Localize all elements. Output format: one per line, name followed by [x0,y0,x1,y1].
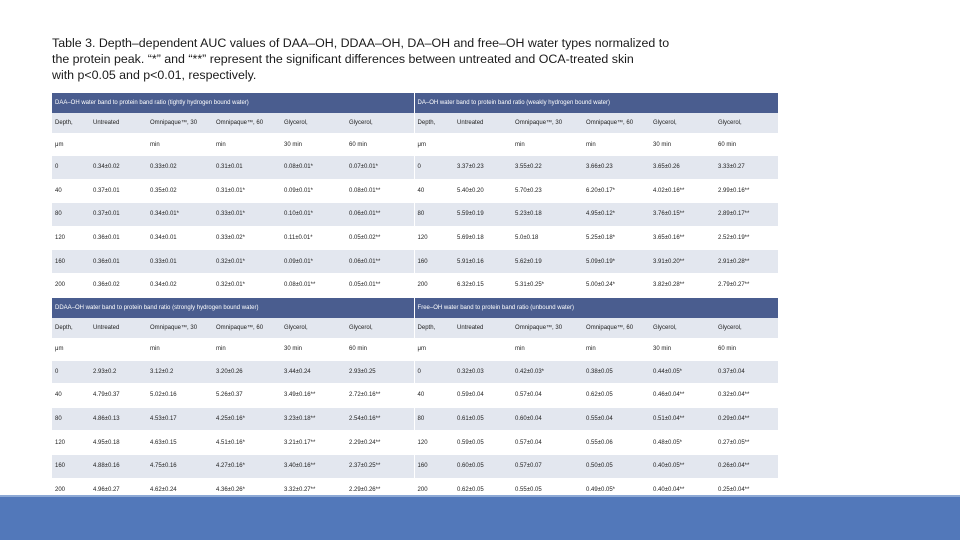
value-cell: 5.69±0.18 [454,226,512,250]
auc-table [52,93,778,502]
depth-cell: 200 [414,273,454,297]
value-cell: 4.62±0.24 [147,478,213,502]
column-header-cell: 30 min [650,338,715,360]
column-header-cell: Glycerol, [346,318,414,339]
value-cell: 6.20±0.17* [583,179,650,203]
column-header-cell: μm [52,338,90,360]
value-cell: 4.02±0.16** [650,179,715,203]
value-cell: 0.36±0.01 [90,250,147,274]
column-header-cell: min [512,134,583,156]
value-cell: 0.33±0.02* [213,226,281,250]
table-row [52,407,778,431]
value-cell: 3.40±0.16** [281,454,346,478]
column-header-cell: 60 min [346,338,414,360]
depth-cell: 0 [414,360,454,384]
value-cell: 4.25±0.16* [213,407,281,431]
value-cell: 0.32±0.04** [715,384,778,408]
column-header-row [52,338,778,360]
column-header-cell: 30 min [281,338,346,360]
value-cell: 0.34±0.02 [147,273,213,297]
value-cell: 0.60±0.04 [512,407,583,431]
column-header-cell: 30 min [281,134,346,156]
value-cell: 5.91±0.16 [454,250,512,274]
table-row [52,454,778,478]
value-cell: 0.46±0.04** [650,384,715,408]
column-header-cell: 30 min [650,134,715,156]
table-row [52,226,778,250]
value-cell: 4.75±0.16 [147,454,213,478]
depth-cell: 40 [52,384,90,408]
value-cell: 0.26±0.04** [715,454,778,478]
depth-cell: 200 [414,478,454,502]
column-header-cell: Glycerol, [281,113,346,134]
depth-cell: 0 [52,156,90,180]
depth-cell: 80 [52,407,90,431]
table-row [52,384,778,408]
value-cell: 0.08±0.01* [281,156,346,180]
column-header-cell: min [213,338,281,360]
value-cell: 0.35±0.02 [147,179,213,203]
value-cell: 3.66±0.23 [583,156,650,180]
value-cell: 0.33±0.02 [147,156,213,180]
value-cell: 0.36±0.01 [90,226,147,250]
column-header-cell: μm [414,134,454,156]
value-cell: 2.79±0.27** [715,273,778,297]
table-row [52,156,778,180]
value-cell: 0.48±0.05* [650,431,715,455]
column-header-cell: Omnipaque™, 60 [213,113,281,134]
column-header-cell: Untreated [90,318,147,339]
value-cell: 4.95±0.18 [90,431,147,455]
column-header-row [52,134,778,156]
column-header-row [52,113,778,134]
value-cell: 0.40±0.05** [650,454,715,478]
value-cell: 0.33±0.01* [213,203,281,227]
depth-cell: 120 [52,431,90,455]
value-cell: 0.57±0.04 [512,431,583,455]
value-cell: 3.65±0.16** [650,226,715,250]
value-cell: 0.08±0.01** [281,273,346,297]
depth-cell: 120 [414,431,454,455]
column-header-cell: 60 min [346,134,414,156]
value-cell: 4.86±0.13 [90,407,147,431]
value-cell: 5.26±0.37 [213,384,281,408]
column-header-cell: Omnipaque™, 30 [147,318,213,339]
section-title-left: DDAA–OH water band to protein band ratio (strongly hydrogen bound water) [52,297,414,318]
value-cell: 5.62±0.19 [512,250,583,274]
depth-cell: 200 [52,273,90,297]
value-cell: 0.06±0.01** [346,250,414,274]
value-cell: 2.99±0.16** [715,179,778,203]
depth-cell: 160 [52,250,90,274]
column-header-cell: min [147,338,213,360]
value-cell: 0.27±0.05** [715,431,778,455]
value-cell: 5.40±0.20 [454,179,512,203]
column-header-cell: min [583,338,650,360]
value-cell: 2.93±0.25 [346,360,414,384]
value-cell: 0.32±0.01* [213,250,281,274]
depth-cell: 120 [414,226,454,250]
value-cell: 3.49±0.16** [281,384,346,408]
value-cell: 4.63±0.15 [147,431,213,455]
value-cell: 0.59±0.05 [454,431,512,455]
value-cell: 0.31±0.01 [213,156,281,180]
value-cell: 4.53±0.17 [147,407,213,431]
column-header-cell: Depth, [52,113,90,134]
value-cell: 2.91±0.28** [715,250,778,274]
depth-cell: 0 [52,360,90,384]
value-cell: 4.88±0.16 [90,454,147,478]
value-cell: 0.37±0.01 [90,179,147,203]
value-cell: 2.89±0.17** [715,203,778,227]
column-header-cell: min [583,134,650,156]
value-cell: 5.23±0.18 [512,203,583,227]
value-cell: 3.21±0.17** [281,431,346,455]
value-cell: 4.95±0.12* [583,203,650,227]
depth-cell: 80 [414,203,454,227]
depth-cell: 120 [52,226,90,250]
value-cell: 5.70±0.23 [512,179,583,203]
value-cell: 2.54±0.16** [346,407,414,431]
column-header-cell: Glycerol, [650,113,715,134]
value-cell: 6.32±0.15 [454,273,512,297]
value-cell: 0.07±0.01* [346,156,414,180]
value-cell: 3.91±0.20** [650,250,715,274]
value-cell: 5.25±0.18* [583,226,650,250]
table-row [52,360,778,384]
value-cell: 3.44±0.24 [281,360,346,384]
value-cell: 0.09±0.01* [281,179,346,203]
column-header-row [52,318,778,339]
caption-line-1: Table 3. Depth–dependent AUC values of DAA–OH, DDAA–OH, DA–OH and free–OH water types normalized to [52,36,670,50]
section-header-row [52,93,778,113]
value-cell: 5.00±0.24* [583,273,650,297]
value-cell: 4.51±0.16* [213,431,281,455]
value-cell: 0.37±0.04 [715,360,778,384]
value-cell: 2.37±0.25** [346,454,414,478]
value-cell: 0.49±0.05* [583,478,650,502]
value-cell: 4.79±0.37 [90,384,147,408]
depth-cell: 0 [414,156,454,180]
value-cell: 0.31±0.01* [213,179,281,203]
value-cell: 3.20±0.26 [213,360,281,384]
depth-cell: 200 [52,478,90,502]
table-row [52,203,778,227]
value-cell: 0.55±0.06 [583,431,650,455]
value-cell: 0.33±0.01 [147,250,213,274]
column-header-cell: Omnipaque™, 30 [512,113,583,134]
caption-line-2: the protein peak. “*” and “**” represent the significant differences between untreated and OCA-treated skin [52,52,634,66]
value-cell: 3.12±0.2 [147,360,213,384]
table-caption [52,35,742,83]
value-cell: 2.52±0.19** [715,226,778,250]
value-cell: 0.05±0.02** [346,226,414,250]
column-header-cell: Omnipaque™, 60 [583,113,650,134]
value-cell: 0.34±0.01* [147,203,213,227]
column-header-cell: μm [52,134,90,156]
table-row [52,273,778,297]
depth-cell: 160 [52,454,90,478]
value-cell: 0.05±0.01** [346,273,414,297]
value-cell: 4.36±0.26* [213,478,281,502]
column-header-cell: 60 min [715,338,778,360]
value-cell: 0.06±0.01** [346,203,414,227]
value-cell: 2.29±0.24** [346,431,414,455]
section-header-row [52,297,778,318]
value-cell: 0.37±0.01 [90,203,147,227]
column-header-cell: min [147,134,213,156]
value-cell: 0.62±0.05 [583,384,650,408]
table-row [52,431,778,455]
section-title-left: DAA–OH water band to protein band ratio (tightly hydrogen bound water) [52,93,414,113]
column-header-cell: Glycerol, [281,318,346,339]
value-cell: 5.02±0.16 [147,384,213,408]
column-header-cell: min [213,134,281,156]
column-header-cell [90,134,147,156]
value-cell: 0.25±0.04** [715,478,778,502]
value-cell: 0.32±0.01* [213,273,281,297]
value-cell: 5.0±0.18 [512,226,583,250]
depth-cell: 160 [414,454,454,478]
table-row [52,179,778,203]
column-header-cell: Glycerol, [715,113,778,134]
column-header-cell: Omnipaque™, 60 [213,318,281,339]
value-cell: 3.32±0.27** [281,478,346,502]
value-cell: 0.34±0.01 [147,226,213,250]
column-header-cell: Glycerol, [346,113,414,134]
column-header-cell: Depth, [414,113,454,134]
column-header-cell: Glycerol, [650,318,715,339]
value-cell: 0.09±0.01* [281,250,346,274]
value-cell: 0.36±0.02 [90,273,147,297]
column-header-cell: Omnipaque™, 30 [512,318,583,339]
column-header-cell [90,338,147,360]
value-cell: 0.11±0.01* [281,226,346,250]
value-cell: 2.29±0.26** [346,478,414,502]
value-cell: 3.37±0.23 [454,156,512,180]
depth-cell: 80 [52,203,90,227]
value-cell: 0.40±0.04** [650,478,715,502]
value-cell: 0.55±0.04 [583,407,650,431]
column-header-cell: Omnipaque™, 60 [583,318,650,339]
column-header-cell: Glycerol, [715,318,778,339]
value-cell: 0.57±0.07 [512,454,583,478]
section-title-right: DA–OH water band to protein band ratio (weakly hydrogen bound water) [414,93,778,113]
value-cell: 3.76±0.15** [650,203,715,227]
footer-bar [0,497,960,540]
value-cell: 0.29±0.04** [715,407,778,431]
value-cell: 5.09±0.19* [583,250,650,274]
column-header-cell: Untreated [454,113,512,134]
value-cell: 0.10±0.01* [281,203,346,227]
value-cell: 0.59±0.04 [454,384,512,408]
column-header-cell: Untreated [454,318,512,339]
value-cell: 0.50±0.05 [583,454,650,478]
auc-table-container [52,93,778,502]
value-cell: 0.60±0.05 [454,454,512,478]
column-header-cell: Untreated [90,113,147,134]
value-cell: 4.27±0.16* [213,454,281,478]
value-cell: 0.55±0.05 [512,478,583,502]
column-header-cell: Depth, [52,318,90,339]
value-cell: 5.31±0.25* [512,273,583,297]
depth-cell: 80 [414,407,454,431]
value-cell: 4.96±0.27 [90,478,147,502]
value-cell: 3.65±0.26 [650,156,715,180]
value-cell: 3.82±0.28** [650,273,715,297]
column-header-cell: 60 min [715,134,778,156]
value-cell: 0.61±0.05 [454,407,512,431]
value-cell: 0.42±0.03* [512,360,583,384]
value-cell: 3.55±0.22 [512,156,583,180]
value-cell: 0.62±0.05 [454,478,512,502]
column-header-cell: min [512,338,583,360]
section-title-right: Free–OH water band to protein band ratio (unbound water) [414,297,778,318]
value-cell: 0.57±0.04 [512,384,583,408]
value-cell: 0.44±0.05* [650,360,715,384]
value-cell: 3.23±0.18** [281,407,346,431]
column-header-cell: μm [414,338,454,360]
caption-line-3: with p<0.05 and p<0.01, respectively. [52,68,257,82]
depth-cell: 40 [414,384,454,408]
value-cell: 0.51±0.04** [650,407,715,431]
table-row [52,250,778,274]
column-header-cell [454,134,512,156]
value-cell: 0.38±0.05 [583,360,650,384]
value-cell: 0.08±0.01** [346,179,414,203]
column-header-cell: Omnipaque™, 30 [147,113,213,134]
column-header-cell [454,338,512,360]
depth-cell: 40 [52,179,90,203]
value-cell: 0.32±0.03 [454,360,512,384]
value-cell: 2.93±0.2 [90,360,147,384]
value-cell: 2.72±0.16** [346,384,414,408]
value-cell: 0.34±0.02 [90,156,147,180]
depth-cell: 160 [414,250,454,274]
value-cell: 5.59±0.19 [454,203,512,227]
depth-cell: 40 [414,179,454,203]
column-header-cell: Depth, [414,318,454,339]
value-cell: 3.33±0.27 [715,156,778,180]
